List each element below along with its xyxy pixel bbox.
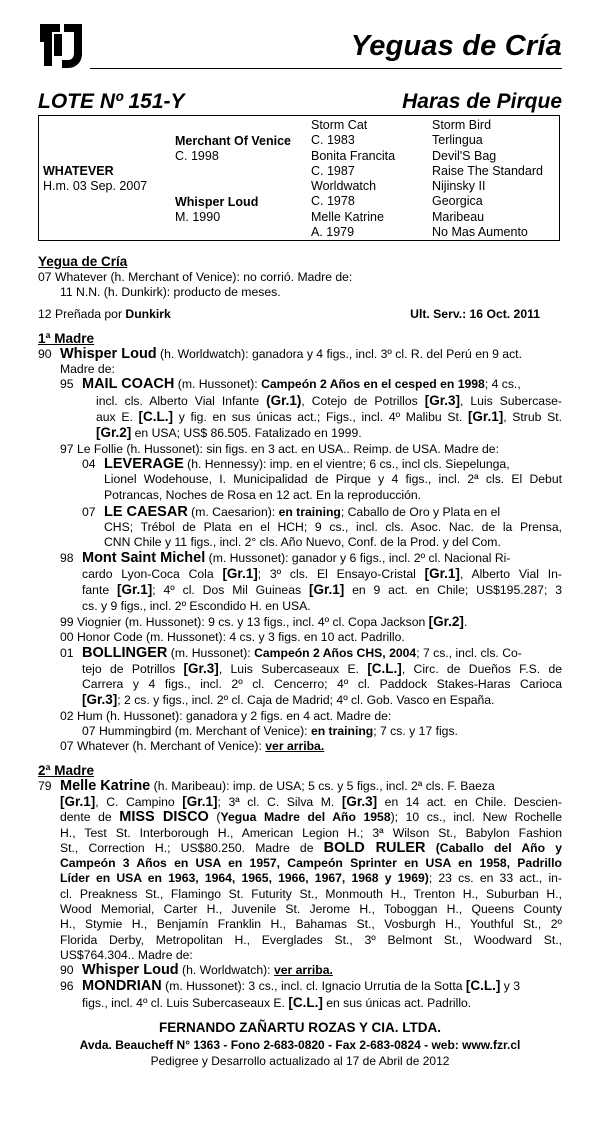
granddam-1-info: C. 1987 (311, 164, 355, 178)
record-line: Florida Derby, Metropolitan H., Everglades St., 3º Belmont St., Woodward St., (60, 932, 562, 947)
covering-sire: Dunkirk (125, 306, 171, 321)
section-title-1st-dam: 1ª Madre (38, 330, 95, 346)
record-line: cl. Preakness St., Flamingo St. Futurity St., Monmouth H., Trenton H., Suburban H., (60, 886, 562, 901)
record-line: [Gr.1], C. Campino [Gr.1]; 3ª cl. C. Silva M. [Gr.3] en 14 act. en Chile. Descien- (60, 793, 562, 809)
horse-name: MISS DISCO (119, 809, 209, 826)
record-line: H., Stymie H., Benjamín Franklin H., Bahamas St., Vosburgh H., Youthful St., 2º (60, 917, 562, 932)
section-title-2nd-dam: 2ª Madre (38, 762, 95, 778)
record-line: Potrancas, Noches de Rosa en 12 act. En la reproducción. (104, 487, 422, 502)
record-line: 90 Whisper Loud (h. Worldwatch): ver arriba. (60, 962, 333, 979)
stud-name: Haras de Pirque (402, 90, 562, 113)
granddam-1: Bonita Francita (311, 149, 396, 163)
record-line: H., Test St. Interborough H., American Legion H.; 3ª Wilson St., Babylon Fashion (60, 825, 562, 840)
record-line: dente de MISS DISCO (Yegua Madre del Año 1958); 10 cs., incl. New Rochelle (60, 809, 562, 826)
record-line: 97 Le Follie (h. Hussonet): sin figs. en 3 act. en USA.. Reimp. de USA. Madre de: (60, 441, 499, 456)
record-line: 07 Whatever (h. Merchant of Venice): no corrió. Madre de: (38, 270, 353, 284)
record-line: 04 LEVERAGE (h. Hennessy): imp. en el vientre; 6 cs., incl cls. Siepelunga, (82, 455, 510, 472)
pedigree-table (38, 115, 560, 241)
horse-name: BOLLINGER (82, 644, 168, 661)
lot-number: LOTE Nº 151-Y (38, 90, 185, 113)
record-line: incl. cls. Alberto Vial Infante (Gr.1), Cotejo de Potrillos [Gr.3], Luis Subercase- (96, 392, 562, 408)
see-above-link: ver arriba. (265, 739, 325, 754)
record-line: 79 Melle Katrine (h. Maribeau): imp. de USA; 5 cs. y 5 figs., incl. 2ª cls. F. Baeza (38, 777, 495, 794)
record-line: 90 Whisper Loud (h. Worldwatch): ganadora y 4 figs., incl. 3º cl. R. del Perú en 9 act. (38, 345, 522, 362)
great-grandparent: No Mas Aumento (432, 225, 528, 239)
record-line: 99 Viognier (m. Hussonet): 9 cs. y 13 figs., incl. 4º cl. Copa Jackson [Gr.2]. (60, 613, 468, 629)
section-title-yegua: Yegua de Cría (38, 254, 128, 269)
horse-name: MAIL COACH (82, 376, 175, 393)
record-line: 11 N.N. (h. Dunkirk): producto de meses. (60, 285, 281, 300)
great-grandparent: Terlingua (432, 133, 483, 147)
sire-info: C. 1998 (175, 149, 219, 163)
record-line: 98 Mont Saint Michel (m. Hussonet): ganador y 6 figs., incl. 2º cl. Nacional Ri- (60, 549, 511, 566)
horse-name: BOLD RULER (323, 839, 426, 856)
header-rule (90, 68, 562, 69)
footer-company: FERNANDO ZAÑARTU ROZAS Y CIA. LTDA. (159, 1020, 441, 1035)
grandsire-1-info: C. 1983 (311, 133, 355, 147)
record-line: CNN Chile y 11 figs., incl. 2° cls. Año Nuevo, Conf. de la Prod. y del Com. (104, 535, 501, 550)
grandsire-2: Worldwatch (311, 179, 377, 193)
dam-name: Whisper Loud (175, 195, 259, 209)
record-line: tejo de Potrillos [Gr.3], Luis Subercaseaux E. [C.L.], Circ. de Dueños F.S. de (82, 660, 563, 676)
record-line: 00 Honor Code (m. Hussonet): 4 cs. y 3 figs. en 10 act. Padrillo. (60, 630, 405, 645)
grandsire-1: Storm Cat (311, 118, 368, 132)
record-line: cardo Lyon-Coca Cola [Gr.1]; 3º cls. El Ensayo-Cristal [Gr.1], Alberto Vial In- (82, 566, 562, 582)
see-above-link: ver arriba. (273, 963, 333, 978)
horse-info: H.m. 03 Sep. 2007 (43, 179, 148, 193)
record-line: 07 Hummingbird (m. Merchant of Venice): en training; 7 cs. y 17 figs. (82, 724, 458, 739)
horse-name: Mont Saint Michel (82, 549, 206, 566)
record-line: Wood Memorial, Carter H., Juvenile St. Jerome H., Toboggan H., Queens County (60, 901, 562, 916)
horse-name: Melle Katrine (60, 777, 151, 794)
record-line: 01 BOLLINGER (m. Hussonet): Campeón 2 Años CHS, 2004; 7 cs., incl. cls. Co- (60, 644, 522, 661)
footer-updated: Pedigree y Desarrollo actualizado al 17 de Abril de 2012 (150, 1054, 450, 1068)
record-line: 07 LE CAESAR (m. Caesarion): en training; Caballo de Oro y Plata en el (82, 503, 501, 520)
great-grandparent: Georgica (432, 194, 483, 208)
record-line: Lionel Wodehouse, I. Municipalidad de Pirque y 4 figs., incl. 2ª cls. El Debut (104, 472, 562, 487)
record-line: 07 Whatever (h. Merchant of Venice): ver arriba. (60, 739, 325, 754)
record-line: 95 MAIL COACH (m. Hussonet): Campeón 2 Años en el cesped en 1998; 4 cs., (60, 376, 521, 393)
fzr-logo-icon (38, 20, 84, 70)
record-line: CHS; Trébol de Plata en el HCH; 9 cs., incl. cls. Asoc. Nac. de la Prensa, (104, 520, 562, 535)
granddam-2-info: A. 1979 (311, 225, 355, 239)
horse-name: Whisper Loud (82, 962, 179, 979)
record-line: Madre de: (60, 362, 115, 377)
record-line: figs., incl. 4º cl. Luis Subercaseaux E. [C.L.] en sus únicas act. Padrillo. (82, 994, 472, 1010)
great-grandparent: Storm Bird (432, 118, 492, 132)
dam-info: M. 1990 (175, 210, 221, 224)
granddam-2: Melle Katrine (311, 210, 384, 224)
record-line: [Gr.3]; 2 cs. y figs., incl. 2º cl. Caja de Madrid; 4º cl. Gob. Vasco en España. (82, 692, 495, 708)
record-line: Líder en USA en 1963, 1964, 1965, 1966, 1967, 1968 y 1969); 23 cs. en 33 act., in- (60, 871, 563, 886)
pregnancy-text: 12 Preñada por (38, 306, 126, 321)
record-line: [Gr.2] en USA; US$ 86.505. Fatalizado en 1999. (96, 425, 362, 441)
record-line: fante [Gr.1]; 4º cl. Dos Mil Guineas [Gr.1] en 9 act. en Chile; US$195.287; 3 (82, 582, 562, 598)
horse-name: MONDRIAN (82, 978, 162, 995)
record-line: St., Correction H.; US$80.250. Madre de BOLD RULER (Caballo del Año y (60, 839, 562, 856)
record-line: US$764.304.. Madre de: (60, 947, 193, 962)
record-line: Carrera y 4 figs., incl. 2º cl. Cencerro; 4º cl. Paddock Stakes-Haras Carioca (82, 677, 562, 692)
record-line: Campeón 3 Años en USA en 1957, Campeón Sprinter en USA en 1958, Padrillo (60, 856, 562, 871)
horse-name: LE CAESAR (104, 503, 188, 520)
horse-name: Whisper Loud (60, 345, 157, 362)
record-line (38, 307, 562, 322)
great-grandparent: Maribeau (432, 210, 485, 224)
great-grandparent: Raise The Standard (432, 164, 543, 178)
great-grandparent: Devil'S Bag (432, 149, 497, 163)
record-line: 96 MONDRIAN (m. Hussonet): 3 cs., incl. cl. Ignacio Urrutia de la Sotta [C.L.] y 3 (60, 978, 521, 995)
record-line: cs. y 9 figs., incl. 2º Escondido H. en USA. (82, 598, 311, 613)
footer-address: Avda. Beaucheff N° 1363 - Fono 2-683-0820 - Fax 2-683-0824 - web: www.fzr.cl (79, 1038, 521, 1052)
produce-record (38, 248, 562, 1011)
page-title: Yeguas de Cría (350, 30, 562, 62)
horse-name: WHATEVER (43, 164, 114, 178)
great-grandparent: Nijinsky II (432, 179, 486, 193)
sire-name: Merchant Of Venice (175, 134, 292, 148)
record-line: aux E. [C.L.] y fig. en sus únicas act.; Figs., incl. 4º Malibu St. [Gr.1], Strub St. (96, 409, 562, 425)
record-line: 02 Hum (h. Hussonet): ganadora y 2 figs. en 4 act. Madre de: (60, 708, 392, 723)
horse-name: LEVERAGE (104, 455, 184, 472)
last-service: Ult. Serv.: 16 Oct. 2011 (410, 306, 540, 321)
grandsire-2-info: C. 1978 (311, 194, 355, 208)
